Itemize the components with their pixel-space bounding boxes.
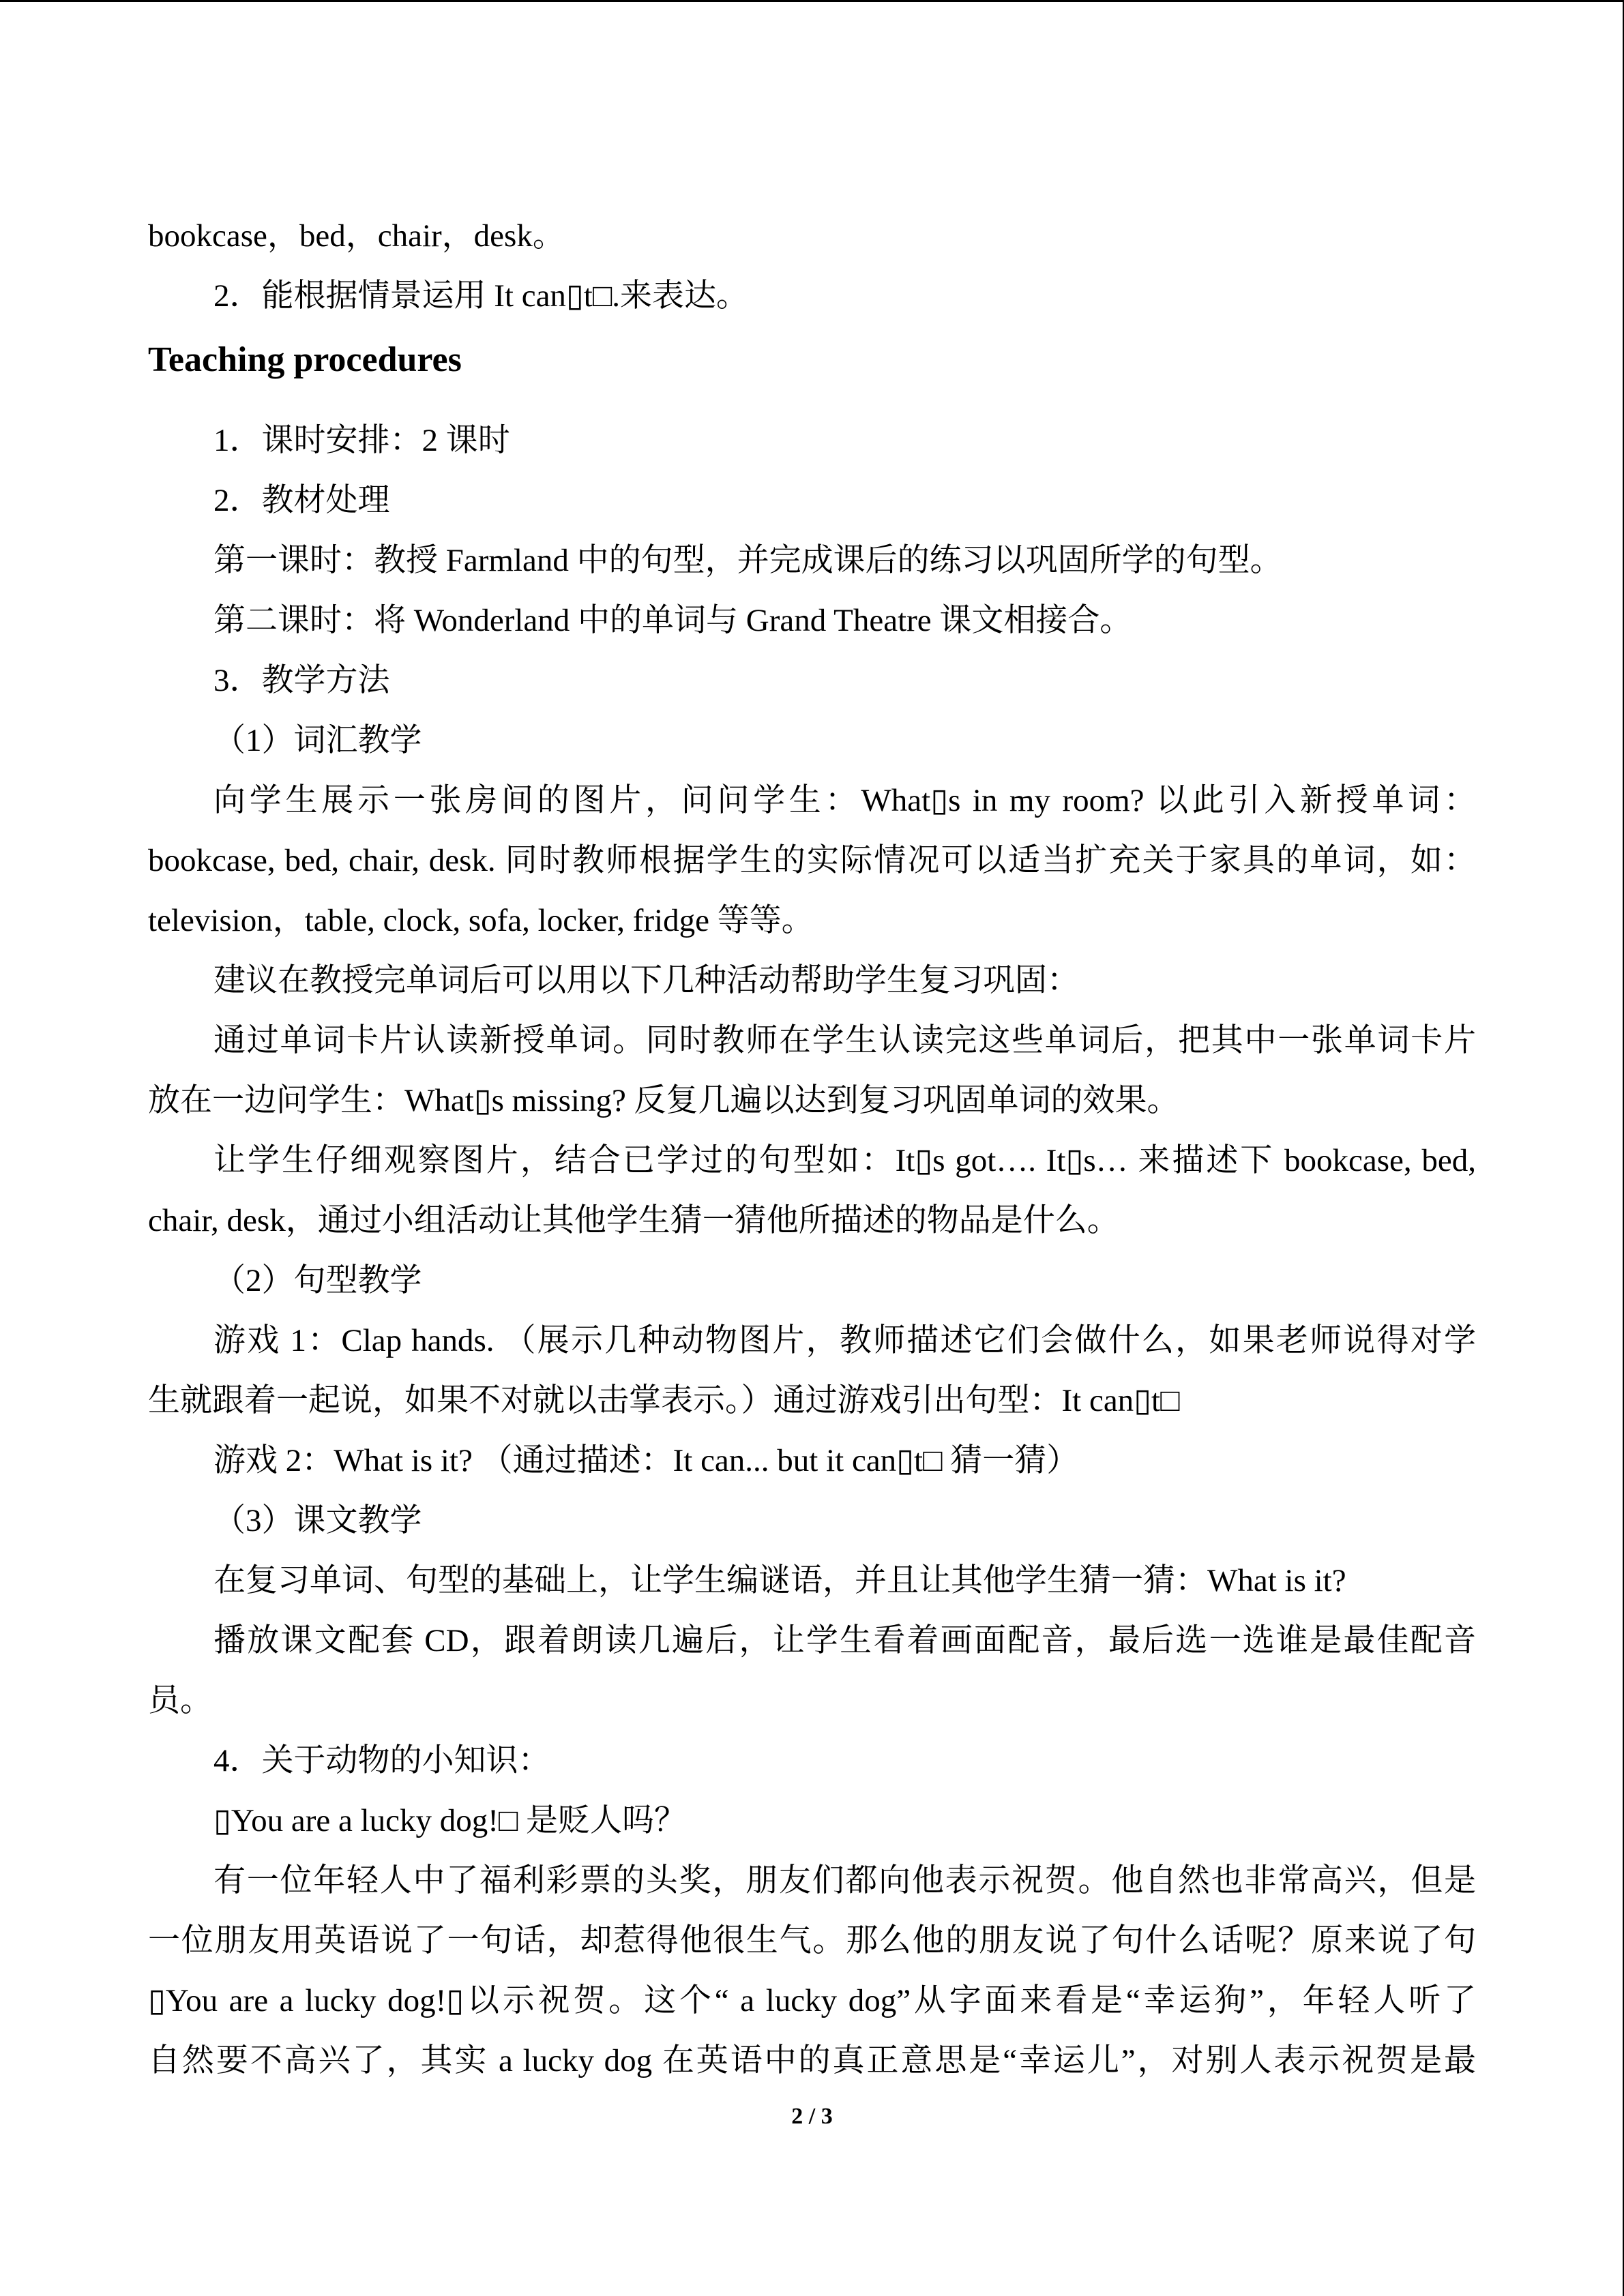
text-line: （2）句型教学 [213, 1263, 422, 1298]
text-line: 向学生展示一张房间的图片，问问学生：What▯s in my room? 以此引入新授单词： [213, 783, 1476, 818]
text-line: ▯You are a lucky dog!□ 是贬人吗？ [213, 1803, 687, 1838]
text-line: 在复习单词、句型的基础上，让学生编谜语，并且让其他学生猜一猜：What is it? [213, 1563, 1346, 1598]
section-heading: Teaching procedures [148, 340, 462, 379]
text-line: 生就跟着一起说，如果不对就以击掌表示。）通过游戏引出句型：It can▯t□ [148, 1383, 1180, 1418]
text-line: 建议在教授完单词后可以用以下几种活动帮助学生复习巩固： [213, 963, 1079, 998]
text-line: 1．课时安排：2 课时 [213, 423, 510, 458]
text-line: 第二课时：将 Wonderland 中的单词与 Grand Theatre 课文相接合。 [213, 603, 1132, 638]
text-line: 通过单词卡片认读新授单词。同时教师在学生认读完这些单词后，把其中一张单词卡片 [213, 1023, 1476, 1058]
text-line: （3）课文教学 [213, 1503, 422, 1538]
page-number: 2 / 3 [791, 2104, 833, 2129]
document-body [148, 206, 1476, 2091]
text-line: ▯You are a lucky dog!▯以示祝贺。这个“ a lucky dog”从字面来看是“幸运狗”，年轻人听了 [148, 1983, 1476, 2018]
text-line: 2．教材处理 [213, 483, 390, 518]
text-line: 放在一边问学生：What▯s missing? 反复几遍以达到复习巩固单词的效果。 [148, 1083, 1179, 1118]
text-line: 游戏 1：Clap hands. （展示几种动物图片，教师描述它们会做什么，如果老师说得对学 [213, 1323, 1476, 1358]
text-line: 一位朋友用英语说了一句话，却惹得他很生气。那么他的朋友说了句什么话呢？原来说了句 [148, 1923, 1476, 1958]
text-line: bookcase，bed，chair，desk。 [148, 218, 565, 254]
text-line: 员。 [148, 1683, 212, 1718]
text-line: 游戏 2：What is it? （通过描述：It can... but it can▯t□ 猜一猜） [213, 1443, 1079, 1478]
text-line: television，table, clock, sofa, locker, fridge 等等。 [148, 903, 814, 938]
text-line: 自然要不高兴了，其实 a lucky dog 在英语中的真正意思是“幸运儿”，对别人表示祝贺是最 [148, 2043, 1476, 2078]
text-line: （1）词汇教学 [213, 723, 422, 758]
text-line: 3．教学方法 [213, 663, 390, 698]
text-line: 第一课时：教授 Farmland 中的句型，并完成课后的练习以巩固所学的句型。 [213, 543, 1282, 578]
text-line: 播放课文配套 CD，跟着朗读几遍后，让学生看着画面配音，最后选一选谁是最佳配音 [213, 1623, 1476, 1658]
text-line: 2．能根据情景运用 It can▯t□.来表达。 [213, 278, 748, 314]
text-line: bookcase, bed, chair, desk. 同时教师根据学生的实际情况可以适当扩充关于家具的单词，如： [148, 843, 1476, 878]
text-line: 有一位年轻人中了福利彩票的头奖，朋友们都向他表示祝贺。他自然也非常高兴，但是 [213, 1863, 1476, 1898]
text-line: 让学生仔细观察图片，结合已学过的句型如：It▯s got…. It▯s… 来描述下 bookcase, bed, [213, 1143, 1476, 1178]
text-line: chair, desk，通过小组活动让其他学生猜一猜他所描述的物品是什么。 [148, 1203, 1119, 1238]
text-line: 4．关于动物的小知识： [213, 1743, 550, 1778]
